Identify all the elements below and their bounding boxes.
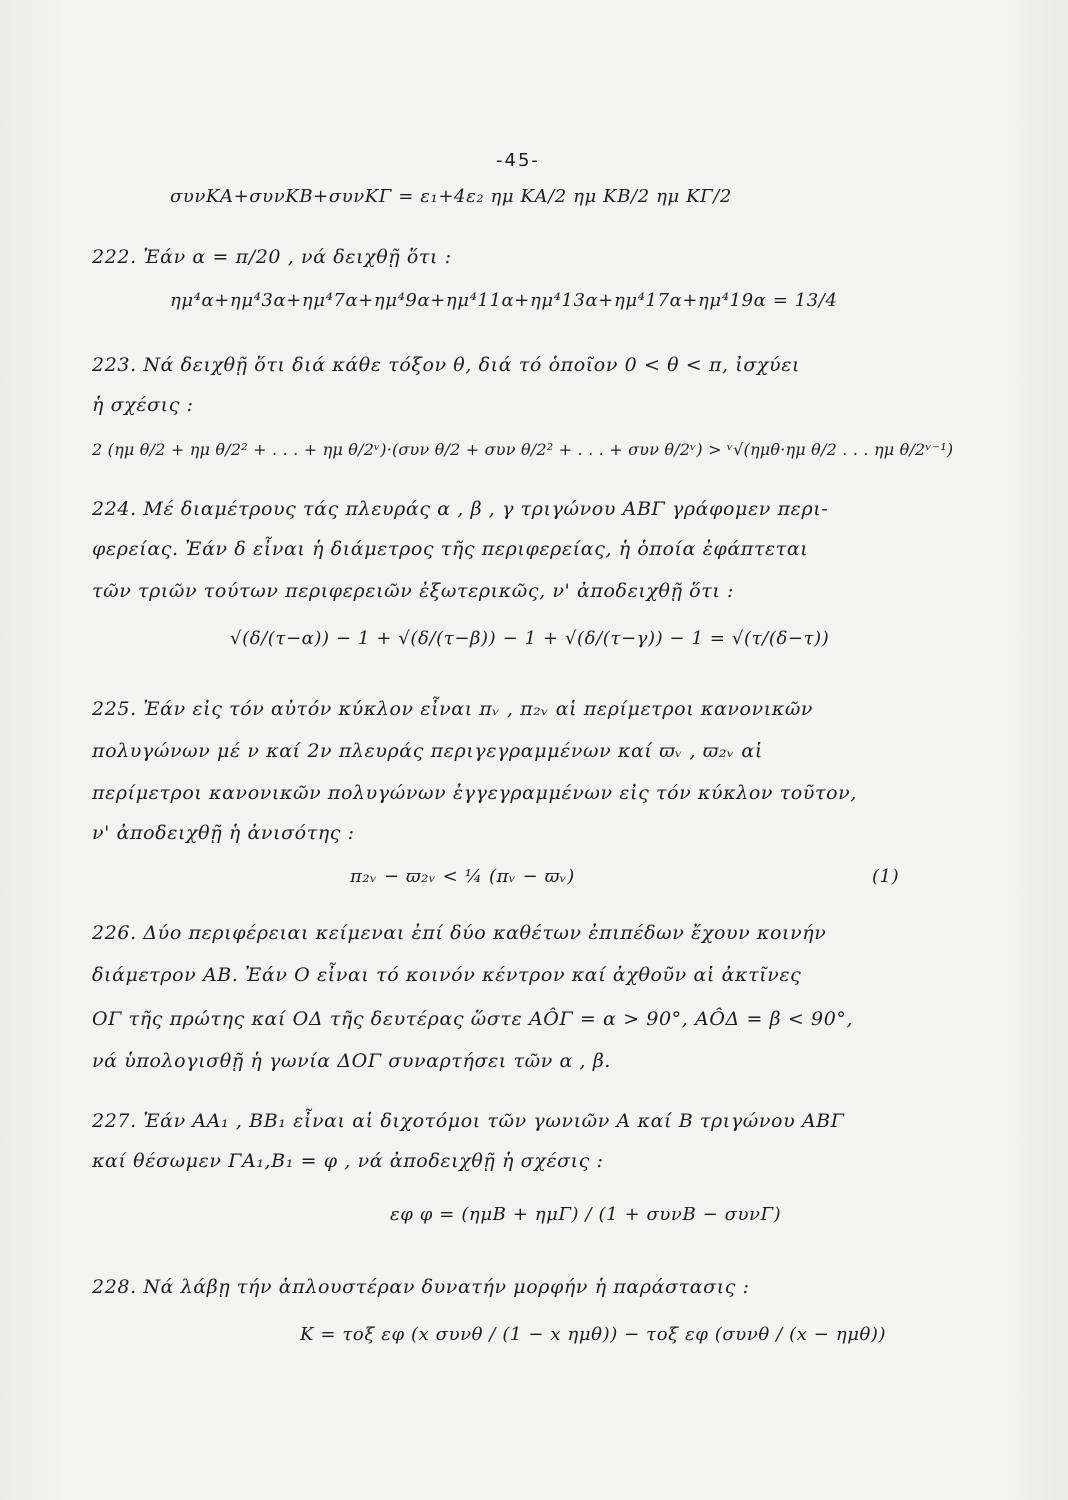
equation-221-end: συνΚΑ+συνΚΒ+συνΚΓ = ε₁+4ε₂ ημ ΚΑ/2 ημ ΚΒ/2 ημ ΚΓ/2: [170, 186, 732, 207]
equation-222: ημ⁴α+ημ⁴3α+ημ⁴7α+ημ⁴9α+ημ⁴11α+ημ⁴13α+ημ⁴17α+ημ⁴19α = 13/4: [170, 290, 838, 311]
problem-225-line: πολυγώνων μέ ν καί 2ν πλευράς περιγεγραμμένων καί ϖᵥ , ϖ₂ᵥ αἱ: [92, 740, 763, 762]
problem-226-line: ΟΓ τῆς πρώτης καί ΟΔ τῆς δευτέρας ὥστε ΑÔΓ = α > 90°, ΑÔΔ = β < 90°,: [92, 1008, 854, 1030]
problem-226-line: νά ὑπολογισθῇ ἡ γωνία ΔΟΓ συναρτήσει τῶν α , β.: [92, 1050, 612, 1072]
problem-224-line: τῶν τριῶν τούτων περιφερειῶν ἐξωτερικῶς, ν' ἀποδειχθῇ ὅτι :: [92, 580, 735, 602]
equation-224: √(δ/(τ−α)) − 1 + √(δ/(τ−β)) − 1 + √(δ/(τ−γ)) − 1 = √(τ/(δ−τ)): [230, 628, 830, 649]
equation-225: π₂ᵥ − ϖ₂ᵥ < ¼ (πᵥ − ϖᵥ): [350, 866, 575, 887]
problem-225-line: 225. Ἐάν εἰς τόν αὐτόν κύκλον εἶναι πᵥ , π₂ᵥ αἱ περίμετροι κανονικῶν: [92, 698, 814, 720]
problem-224-line: 224. Μέ διαμέτρους τάς πλευράς α , β , γ τριγώνου ΑΒΓ γράφομεν περι-: [92, 498, 829, 520]
equation-number: (1): [872, 866, 900, 887]
problem-225-line: ν' ἀποδειχθῇ ἡ ἀνισότης :: [92, 822, 355, 844]
equation-223: 2 (ημ θ/2 + ημ θ/2² + . . . + ημ θ/2ᵛ)·(συν θ/2 + συν θ/2² + . . . + συν θ/2ᵛ) > ᵛ√(ημθ·ημ θ/2 . . . ημ θ/2ᵛ⁻¹): [92, 440, 954, 459]
problem-227-line: καί θέσωμεν ΓΑ₁,Β₁ = φ , νά ἀποδειχθῇ ἡ σχέσις :: [92, 1150, 604, 1172]
problem-227-line: 227. Ἐάν ΑΑ₁ , ΒΒ₁ εἶναι αἱ διχοτόμοι τῶν γωνιῶν Α καί Β τριγώνου ΑΒΓ: [92, 1110, 845, 1132]
problem-228-line: 228. Νά λάβῃ τήν ἁπλουστέραν δυνατήν μορφήν ἡ παράστασις :: [92, 1276, 750, 1298]
equation-228: Κ = τοξ εφ (x συνθ / (1 − x ημθ)) − τοξ εφ (συνθ / (x − ημθ)): [300, 1324, 887, 1345]
page-number: -45-: [496, 150, 540, 171]
equation-227: εφ φ = (ημΒ + ημΓ) / (1 + συνΒ − συνΓ): [390, 1204, 782, 1225]
problem-223-line: ἡ σχέσις :: [92, 394, 194, 416]
problem-222-line: 222. Ἐάν α = π/20 , νά δειχθῇ ὅτι :: [92, 246, 452, 268]
problem-225-line: περίμετροι κανονικῶν πολυγώνων ἐγγεγραμμένων εἰς τόν κύκλον τοῦτον,: [92, 782, 857, 804]
problem-224-line: φερείας. Ἐάν δ εἶναι ἡ διάμετρος τῆς περιφερείας, ἡ ὁποία ἐφάπτεται: [92, 538, 809, 560]
problem-226-line: διάμετρον ΑΒ. Ἐάν Ο εἶναι τό κοινόν κέντρον καί ἀχθοῦν αἱ ἀκτῖνες: [92, 964, 802, 986]
problem-223-line: 223. Νά δειχθῇ ὅτι διά κάθε τόξον θ, διά τό ὁποῖον 0 < θ < π, ἰσχύει: [92, 354, 801, 376]
problem-226-line: 226. Δύο περιφέρειαι κείμεναι ἐπί δύο καθέτων ἐπιπέδων ἔχουν κοινήν: [92, 922, 827, 944]
